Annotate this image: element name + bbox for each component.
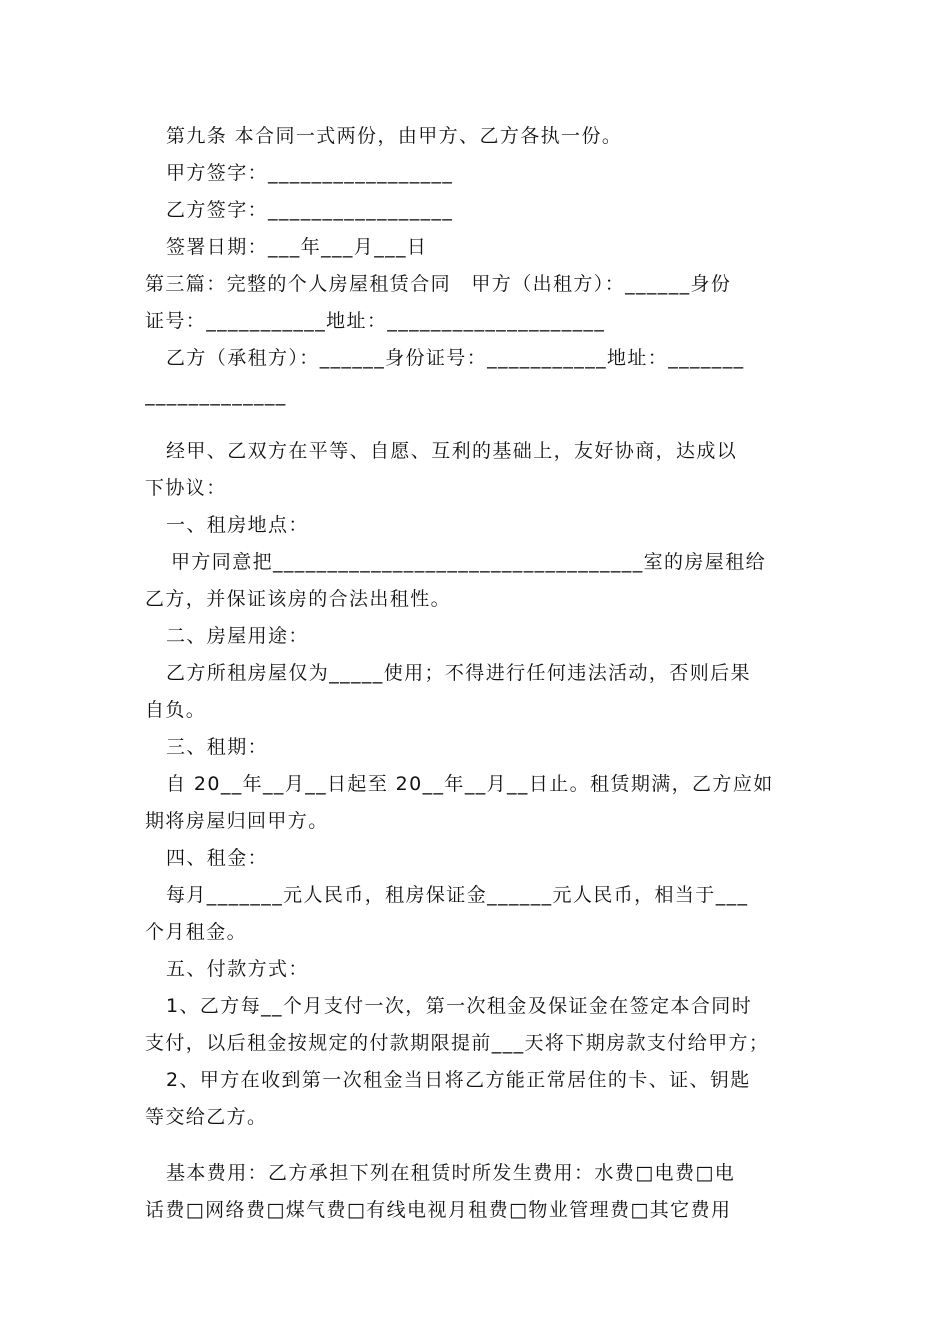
clause-heading: 五、付款方式： (166, 958, 309, 980)
text-line: 第九条 本合同一式两份，由甲方、乙方各执一份。 (166, 125, 623, 147)
text-line: 基本费用：乙方承担下列在租赁时所发生费用：水费□电费□电 (166, 1162, 736, 1184)
text-line: 期将房屋归回甲方。 (145, 810, 329, 832)
signature-line-party-b: 乙方签字：_________________ (166, 199, 454, 221)
clause-heading: 一、租房地点： (166, 514, 309, 536)
text-line: 自 20__年__月__日起至 20__年__月__日止。租赁期满，乙方应如 (166, 773, 774, 795)
text-line: 经甲、乙双方在平等、自愿、互利的基础上，友好协商，达成以 (166, 440, 738, 462)
clause-heading: 四、租金： (166, 847, 269, 869)
text-line: 证号：___________地址：____________________ (145, 310, 606, 332)
text-line: 个月租金。 (145, 921, 248, 943)
signature-line-party-a: 甲方签字：_________________ (166, 162, 454, 184)
text-line: 乙方（承租方）：______身份证号：___________地址：_______ (166, 347, 745, 369)
text-line: 乙方所租房屋仅为_____使用；不得进行任何违法活动，否则后果 (166, 662, 751, 684)
text-line: 等交给乙方。 (145, 1106, 268, 1128)
section-heading: 第三篇：完整的个人房屋租赁合同 甲方（出租方）：______身份 (145, 273, 732, 295)
clause-heading: 三、租期： (166, 736, 269, 758)
text-line: 2、甲方在收到第一次租金当日将乙方能正常居住的卡、证、钥匙 (166, 1069, 751, 1091)
signing-date-line: 签署日期：___年___月___日 (166, 236, 428, 258)
paragraph-gap (145, 1136, 810, 1155)
paragraph-gap (145, 414, 810, 433)
text-line: 1、乙方每__个月支付一次，第一次租金及保证金在签定本合同时 (166, 995, 753, 1017)
document-page (145, 118, 810, 1229)
clause-heading: 二、房屋用途： (166, 625, 309, 647)
text-line: 话费□网络费□煤气费□有线电视月租费□物业管理费□其它费用 (145, 1199, 732, 1221)
text-line: 支付，以后租金按规定的付款期限提前___天将下期房款支付给甲方； (145, 1032, 770, 1054)
text-line: 自负。 (145, 699, 207, 721)
text-line: 甲方同意把__________________________________室的房屋租给 (171, 551, 767, 573)
text-line: 每月_______元人民币，租房保证金______元人民币，相当于___ (166, 884, 749, 906)
text-line: 下协议： (145, 477, 227, 499)
text-line: 乙方，并保证该房的合法出租性。 (145, 588, 452, 610)
text-line: _____________ (145, 384, 287, 406)
